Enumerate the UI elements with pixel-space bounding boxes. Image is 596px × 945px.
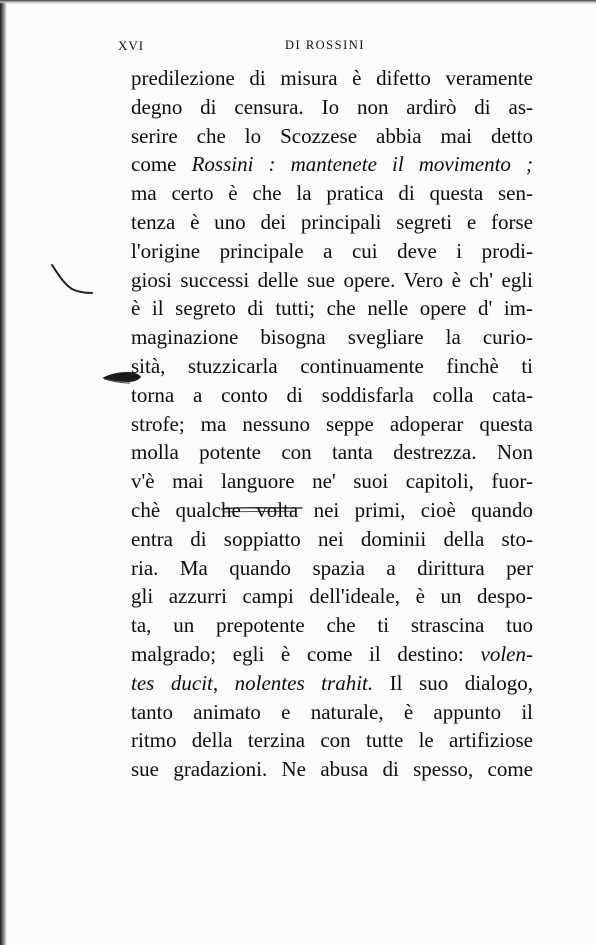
- text-segment: tanto animato e naturale, è appunto il: [131, 699, 533, 724]
- text-segment: ria. Ma quando spazia a dirittura per: [131, 555, 533, 580]
- page-number: XVI: [118, 38, 145, 53]
- page-header: [118, 38, 538, 60]
- text-segment: ma certo è che la pratica di questa sen-: [131, 181, 533, 206]
- text-line: [131, 294, 533, 323]
- text-line: [131, 122, 533, 151]
- text-line: [131, 525, 533, 554]
- text-segment: Il suo dialogo,: [373, 670, 533, 695]
- text-segment: maginazione bisogna svegliare la curio-: [131, 325, 533, 350]
- text-segment: serire che lo Scozzese abbia mai detto: [131, 123, 533, 148]
- text-line: [131, 726, 533, 755]
- text-line: [131, 150, 533, 179]
- text-segment: giosi successi delle sue opere. Vero è ch' egli: [131, 267, 533, 292]
- text-line: [131, 582, 533, 611]
- text-segment: sità, stuzzicarla continuamente finchè ti: [131, 353, 533, 378]
- text-segment: strofe; ma nessuno seppe adoperar questa: [131, 411, 533, 436]
- text-line: [131, 410, 533, 439]
- italic-text-segment: volen-: [480, 641, 533, 666]
- text-line: [131, 64, 533, 93]
- text-segment: malgrado; egli è come il destino:: [131, 641, 481, 666]
- page-gutter-shadow: [0, 0, 7, 945]
- page-top-shadow: [0, 0, 596, 4]
- text-line: [131, 467, 533, 496]
- text-line: [131, 669, 533, 698]
- text-line: [131, 237, 533, 266]
- text-segment: è il segreto di tutti; che nelle opere d' im-: [131, 296, 533, 321]
- text-line: [131, 755, 533, 784]
- text-segment: tenza è uno dei principali segreti e forse: [131, 209, 533, 234]
- body-text: [131, 64, 533, 784]
- text-line: [131, 208, 533, 237]
- italic-text-segment: tes ducit, nolentes trahit.: [131, 670, 374, 695]
- text-line: [131, 640, 533, 669]
- text-segment: come: [131, 152, 192, 177]
- text-line: [131, 352, 533, 381]
- text-line: [131, 611, 533, 640]
- text-segment: v'è mai languore ne' suoi capitoli, fuor-: [131, 469, 533, 494]
- text-segment: gli azzurri campi dell'ideale, è un despo-: [131, 584, 533, 609]
- text-line: [131, 698, 533, 727]
- text-line: [131, 179, 533, 208]
- running-title: DI ROSSINI: [285, 38, 365, 52]
- text-line: [131, 554, 533, 583]
- text-segment: molla potente con tanta destrezza. Non: [131, 440, 533, 465]
- text-line: [131, 381, 533, 410]
- text-segment: ritmo della terzina con tutte le artifiziose: [131, 728, 533, 753]
- text-segment: chè qualche volta nei primi, cioè quando: [131, 497, 533, 522]
- text-segment: predilezione di misura è difetto veramente: [131, 66, 533, 90]
- text-line: [131, 266, 533, 295]
- text-line: [131, 496, 533, 525]
- text-segment: degno di censura. Io non ardirò di as-: [131, 94, 533, 119]
- italic-text-segment: Rossini : mantenete il movimento ;: [191, 152, 533, 177]
- text-segment: ta, un prepotente che ti strascina tuo: [131, 613, 533, 638]
- text-line: [131, 93, 533, 122]
- pencil-stroke-mark-icon: [46, 262, 96, 298]
- text-segment: sue gradazioni. Ne abusa di spesso, come: [131, 757, 533, 782]
- text-segment: torna a conto di soddisfarla colla cata-: [131, 382, 533, 407]
- text-segment: entra di soppiatto nei dominii della sto-: [131, 526, 533, 551]
- text-line: [131, 438, 533, 467]
- text-segment: l'origine principale a cui deve i prodi-: [131, 238, 533, 263]
- text-line: [131, 323, 533, 352]
